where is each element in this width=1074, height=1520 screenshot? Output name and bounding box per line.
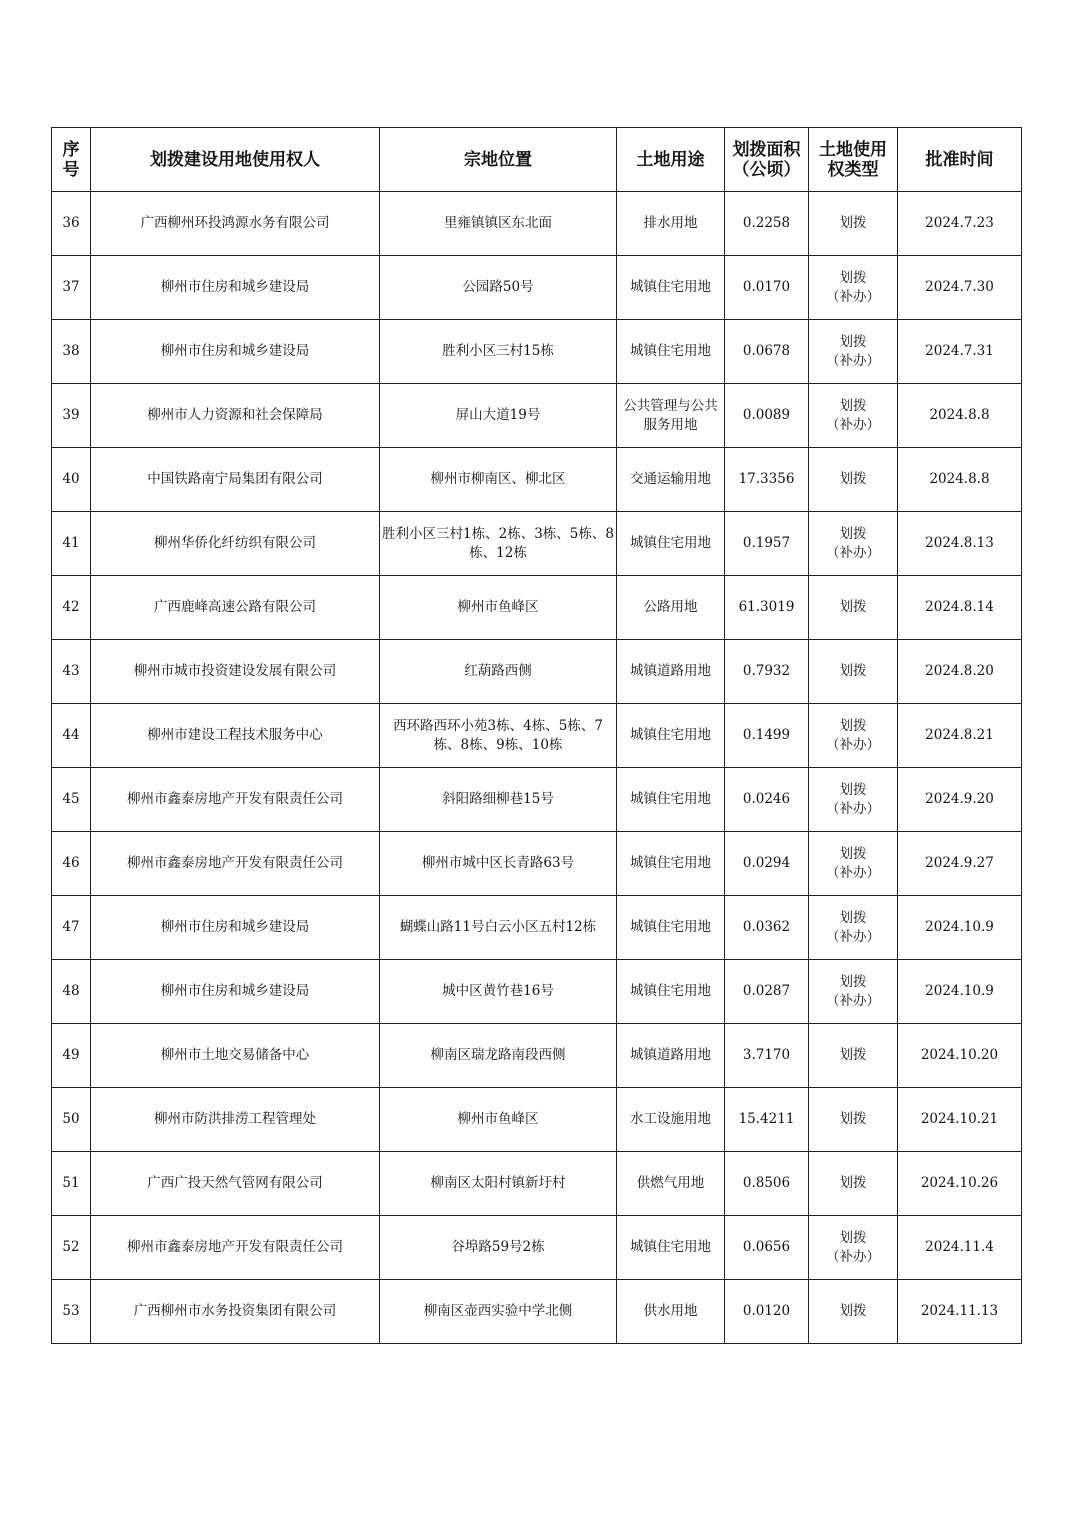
cell-type	[809, 384, 898, 448]
table-header	[52, 128, 1022, 192]
cell-type	[809, 256, 898, 320]
cell-type	[809, 960, 898, 1024]
cell-date: 2024.7.30	[898, 256, 1022, 320]
type-label: 划拨	[839, 269, 867, 286]
header-use: 土地用途	[617, 128, 725, 192]
cell-use: 城镇住宅用地	[617, 320, 725, 384]
type-note: （补办）	[826, 864, 880, 881]
cell-date: 2024.10.9	[898, 896, 1022, 960]
table-row	[52, 704, 1022, 768]
cell-location: 柳南区壶西实验中学北侧	[380, 1280, 617, 1344]
type-label: 划拨	[839, 333, 867, 350]
type-label: 划拨	[839, 781, 867, 798]
header-seq: 序 号	[52, 128, 91, 192]
cell-holder: 柳州市住房和城乡建设局	[91, 320, 380, 384]
cell-seq: 44	[52, 704, 91, 768]
cell-holder: 柳州市鑫泰房地产开发有限责任公司	[91, 1216, 380, 1280]
cell-use: 城镇住宅用地	[617, 1216, 725, 1280]
table-row	[52, 384, 1022, 448]
cell-location: 柳南区太阳村镇新圩村	[380, 1152, 617, 1216]
cell-seq: 49	[52, 1024, 91, 1088]
cell-use: 城镇住宅用地	[617, 512, 725, 576]
cell-holder: 广西鹿峰高速公路有限公司	[91, 576, 380, 640]
type-note: （补办）	[826, 544, 880, 561]
cell-location: 斜阳路细柳巷15号	[380, 768, 617, 832]
cell-use: 城镇住宅用地	[617, 832, 725, 896]
cell-location: 胜利小区三村15栋	[380, 320, 617, 384]
cell-holder: 中国铁路南宁局集团有限公司	[91, 448, 380, 512]
cell-holder: 柳州市住房和城乡建设局	[91, 960, 380, 1024]
type-label: 划拨	[839, 525, 867, 542]
cell-seq: 42	[52, 576, 91, 640]
type-note: （补办）	[826, 736, 880, 753]
type-label: 划拨	[839, 1111, 867, 1127]
cell-use: 公共管理与公共服务用地	[617, 384, 725, 448]
header-row	[52, 128, 1022, 192]
cell-seq: 37	[52, 256, 91, 320]
cell-seq: 36	[52, 192, 91, 256]
type-label: 划拨	[839, 397, 867, 414]
cell-holder: 柳州市鑫泰房地产开发有限责任公司	[91, 832, 380, 896]
cell-holder: 广西柳州市水务投资集团有限公司	[91, 1280, 380, 1344]
cell-area: 0.2258	[725, 192, 809, 256]
cell-use: 城镇道路用地	[617, 1024, 725, 1088]
cell-type	[809, 704, 898, 768]
header-location: 宗地位置	[380, 128, 617, 192]
type-note: （补办）	[826, 352, 880, 369]
cell-use: 城镇住宅用地	[617, 704, 725, 768]
cell-location: 屏山大道19号	[380, 384, 617, 448]
cell-use: 公路用地	[617, 576, 725, 640]
cell-location: 红葫路西侧	[380, 640, 617, 704]
cell-holder: 柳州市防洪排涝工程管理处	[91, 1088, 380, 1152]
cell-location: 西环路西环小苑3栋、4栋、5栋、7栋、8栋、9栋、10栋	[380, 704, 617, 768]
type-label: 划拨	[839, 471, 867, 487]
cell-type	[809, 576, 898, 640]
cell-type	[809, 320, 898, 384]
cell-area: 3.7170	[725, 1024, 809, 1088]
cell-area: 0.0246	[725, 768, 809, 832]
cell-area: 0.0120	[725, 1280, 809, 1344]
type-label: 划拨	[839, 973, 867, 990]
cell-seq: 43	[52, 640, 91, 704]
type-note: （补办）	[826, 928, 880, 945]
cell-type	[809, 768, 898, 832]
cell-date: 2024.10.9	[898, 960, 1022, 1024]
cell-seq: 47	[52, 896, 91, 960]
table-row	[52, 832, 1022, 896]
cell-date: 2024.9.20	[898, 768, 1022, 832]
cell-type	[809, 896, 898, 960]
cell-seq: 52	[52, 1216, 91, 1280]
cell-seq: 41	[52, 512, 91, 576]
cell-date: 2024.9.27	[898, 832, 1022, 896]
cell-holder: 柳州市城市投资建设发展有限公司	[91, 640, 380, 704]
cell-location: 柳州市城中区长青路63号	[380, 832, 617, 896]
cell-holder: 广西柳州环投鸿源水务有限公司	[91, 192, 380, 256]
cell-use: 供水用地	[617, 1280, 725, 1344]
cell-location: 蝴蝶山路11号白云小区五村12栋	[380, 896, 617, 960]
table-row	[52, 1152, 1022, 1216]
cell-seq: 39	[52, 384, 91, 448]
cell-date: 2024.8.20	[898, 640, 1022, 704]
cell-area: 0.7932	[725, 640, 809, 704]
cell-location: 柳南区瑞龙路南段西侧	[380, 1024, 617, 1088]
cell-use: 城镇住宅用地	[617, 896, 725, 960]
cell-area: 15.4211	[725, 1088, 809, 1152]
cell-area: 0.0362	[725, 896, 809, 960]
cell-use: 水工设施用地	[617, 1088, 725, 1152]
type-note: （补办）	[826, 288, 880, 305]
table-row	[52, 320, 1022, 384]
table-row	[52, 896, 1022, 960]
table-body	[52, 192, 1022, 1344]
cell-use: 城镇住宅用地	[617, 960, 725, 1024]
cell-holder: 柳州市土地交易储备中心	[91, 1024, 380, 1088]
table-row	[52, 192, 1022, 256]
cell-seq: 53	[52, 1280, 91, 1344]
cell-seq: 51	[52, 1152, 91, 1216]
cell-seq: 40	[52, 448, 91, 512]
cell-holder: 柳州市建设工程技术服务中心	[91, 704, 380, 768]
type-note: （补办）	[826, 992, 880, 1009]
cell-seq: 38	[52, 320, 91, 384]
table-row	[52, 1280, 1022, 1344]
table-row	[52, 960, 1022, 1024]
table-row	[52, 1216, 1022, 1280]
cell-use: 供燃气用地	[617, 1152, 725, 1216]
cell-holder: 柳州市鑫泰房地产开发有限责任公司	[91, 768, 380, 832]
cell-date: 2024.10.20	[898, 1024, 1022, 1088]
cell-holder: 柳州市住房和城乡建设局	[91, 256, 380, 320]
cell-use: 城镇住宅用地	[617, 768, 725, 832]
cell-location: 谷埠路59号2栋	[380, 1216, 617, 1280]
cell-use: 城镇道路用地	[617, 640, 725, 704]
header-holder: 划拨建设用地使用权人	[91, 128, 380, 192]
type-label: 划拨	[839, 215, 867, 231]
type-note: （补办）	[826, 416, 880, 433]
table-row	[52, 640, 1022, 704]
cell-type	[809, 192, 898, 256]
cell-holder: 柳州市人力资源和社会保障局	[91, 384, 380, 448]
cell-area: 0.0170	[725, 256, 809, 320]
cell-area: 0.0678	[725, 320, 809, 384]
cell-seq: 45	[52, 768, 91, 832]
header-date: 批准时间	[898, 128, 1022, 192]
header-type: 土地使用 权类型	[809, 128, 898, 192]
table-row	[52, 576, 1022, 640]
cell-type	[809, 448, 898, 512]
cell-type	[809, 640, 898, 704]
cell-date: 2024.7.23	[898, 192, 1022, 256]
cell-type	[809, 832, 898, 896]
cell-type	[809, 512, 898, 576]
cell-date: 2024.10.26	[898, 1152, 1022, 1216]
type-label: 划拨	[839, 1175, 867, 1191]
cell-area: 17.3356	[725, 448, 809, 512]
cell-location: 里雍镇镇区东北面	[380, 192, 617, 256]
cell-location: 柳州市鱼峰区	[380, 576, 617, 640]
cell-area: 0.1957	[725, 512, 809, 576]
cell-area: 0.0656	[725, 1216, 809, 1280]
cell-seq: 46	[52, 832, 91, 896]
cell-date: 2024.8.21	[898, 704, 1022, 768]
table-row	[52, 768, 1022, 832]
cell-holder: 柳州华侨化纤纺织有限公司	[91, 512, 380, 576]
table-row	[52, 1088, 1022, 1152]
cell-type	[809, 1024, 898, 1088]
type-label: 划拨	[839, 599, 867, 615]
cell-location: 公园路50号	[380, 256, 617, 320]
type-label: 划拨	[839, 717, 867, 734]
cell-type	[809, 1216, 898, 1280]
type-note: （补办）	[826, 1248, 880, 1265]
table-row	[52, 512, 1022, 576]
cell-holder: 广西广投天然气管网有限公司	[91, 1152, 380, 1216]
cell-location: 胜利小区三村1栋、2栋、3栋、5栋、8栋、12栋	[380, 512, 617, 576]
cell-date: 2024.11.4	[898, 1216, 1022, 1280]
cell-location: 城中区黄竹巷16号	[380, 960, 617, 1024]
cell-area: 0.0089	[725, 384, 809, 448]
cell-date: 2024.7.31	[898, 320, 1022, 384]
land-allocation-table	[51, 127, 1022, 1344]
cell-date: 2024.8.8	[898, 448, 1022, 512]
cell-area: 0.8506	[725, 1152, 809, 1216]
cell-type	[809, 1280, 898, 1344]
type-label: 划拨	[839, 1047, 867, 1063]
cell-location: 柳州市鱼峰区	[380, 1088, 617, 1152]
cell-date: 2024.8.8	[898, 384, 1022, 448]
cell-date: 2024.10.21	[898, 1088, 1022, 1152]
cell-type	[809, 1088, 898, 1152]
type-note: （补办）	[826, 800, 880, 817]
cell-seq: 48	[52, 960, 91, 1024]
cell-use: 交通运输用地	[617, 448, 725, 512]
type-label: 划拨	[839, 1303, 867, 1319]
cell-location: 柳州市柳南区、柳北区	[380, 448, 617, 512]
cell-area: 0.0287	[725, 960, 809, 1024]
cell-use: 排水用地	[617, 192, 725, 256]
cell-seq: 50	[52, 1088, 91, 1152]
type-label: 划拨	[839, 663, 867, 679]
cell-date: 2024.8.13	[898, 512, 1022, 576]
cell-area: 61.3019	[725, 576, 809, 640]
type-label: 划拨	[839, 909, 867, 926]
cell-date: 2024.8.14	[898, 576, 1022, 640]
cell-area: 0.0294	[725, 832, 809, 896]
table-row	[52, 1024, 1022, 1088]
cell-use: 城镇住宅用地	[617, 256, 725, 320]
cell-date: 2024.11.13	[898, 1280, 1022, 1344]
type-label: 划拨	[839, 1229, 867, 1246]
cell-area: 0.1499	[725, 704, 809, 768]
table-row	[52, 256, 1022, 320]
cell-type	[809, 1152, 898, 1216]
cell-holder: 柳州市住房和城乡建设局	[91, 896, 380, 960]
table-row	[52, 448, 1022, 512]
type-label: 划拨	[839, 845, 867, 862]
header-area: 划拨面积 （公顷）	[725, 128, 809, 192]
